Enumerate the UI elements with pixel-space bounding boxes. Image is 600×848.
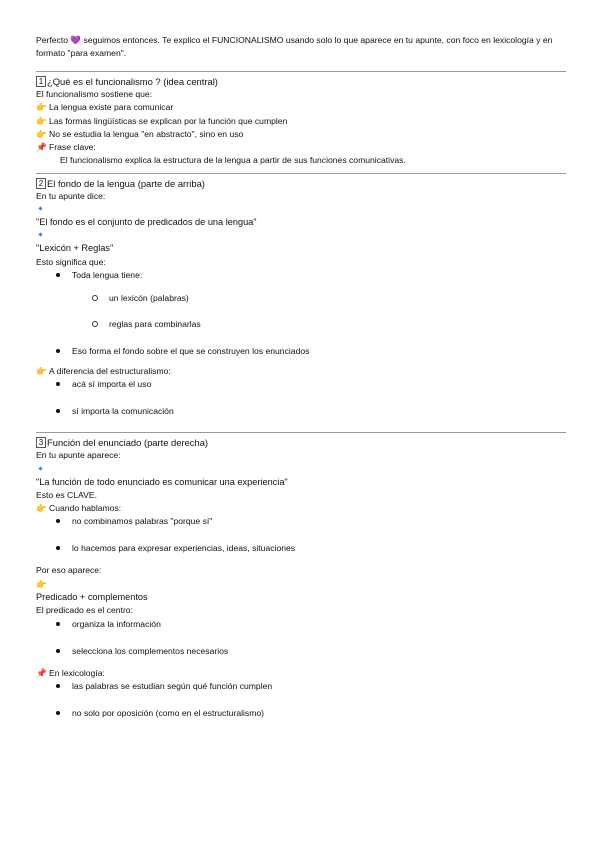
pointing-hand-icon: 👉	[36, 115, 47, 126]
list-item: Toda lengua tiene:	[36, 269, 566, 282]
point-item: 👉 Las formas lingüísticas se explican por la función que cumplen	[36, 115, 566, 128]
section-heading-3	[36, 436, 566, 449]
bullet-list	[36, 515, 566, 528]
list-item: un lexicón (palabras)	[36, 292, 566, 305]
pointing-hand-icon: 👉	[36, 102, 47, 113]
list-item: no combinamos palabras "porque sí"	[36, 515, 566, 528]
section-heading-2	[36, 177, 566, 190]
predicado-line: Predicado + complementos	[36, 592, 148, 603]
section-lead: En tu apunte dice:	[36, 190, 106, 201]
centro-label: El predicado es el centro:	[36, 605, 133, 616]
quote: "El fondo es el conjunto de predicados de una lengua"	[36, 217, 257, 228]
list-item: las palabras se estudian según qué función cumplen	[36, 680, 566, 693]
lexico-label: 📌 En lexicología:	[36, 667, 566, 680]
hand-line	[36, 578, 566, 591]
bullet-list	[36, 405, 566, 418]
bullet-list	[36, 645, 566, 658]
point-item: 👉 La lengua existe para comunicar	[36, 101, 566, 114]
list-item: acá sí importa el uso	[36, 378, 566, 391]
list-item: Eso forma el fondo sobre el que se construyen los enunciados	[36, 345, 566, 358]
section-title: Función del enunciado (parte derecha)	[47, 437, 209, 449]
clave-text: El funcionalismo explica la estructura de la lengua a partir de sus funciones comunicativas.	[60, 155, 406, 166]
blue-diamond-icon	[36, 229, 566, 242]
bullet-list	[36, 542, 566, 555]
intro-paragraph	[36, 34, 566, 60]
document-page	[36, 34, 566, 720]
list-item: sí importa la comunicación	[36, 405, 566, 418]
bullet-list	[36, 618, 566, 631]
bullet-list	[36, 378, 566, 391]
intro-text: seguimos entonces. Te explico el FUNCIONALISMO usando solo lo que aparece en tu apunte, con foco en lexicología y en formato "para examen".	[36, 35, 553, 58]
sub-list	[36, 292, 566, 305]
contrast-label: 👉 A diferencia del estructuralismo:	[36, 365, 566, 378]
section-lead: El funcionalismo sostiene que:	[36, 89, 153, 99]
por-eso-label: Por eso aparece:	[36, 565, 102, 576]
bullet-list	[36, 345, 566, 358]
list-item: organiza la información	[36, 618, 566, 631]
pointing-hand-icon: 👉	[36, 503, 47, 514]
section-title: El fondo de la lengua (parte de arriba)	[47, 177, 205, 189]
quote: "La función de todo enunciado es comunicar una experiencia"	[36, 476, 288, 487]
point-item: 👉 No se estudia la lengua "en abstracto", sino en uso	[36, 128, 566, 141]
section-title: ¿Qué es el funcionalismo ? (idea central)	[47, 76, 218, 87]
number-badge: 3	[36, 437, 46, 448]
cuando-label: 👉 Cuando hablamos:	[36, 502, 566, 515]
pointing-hand-icon: 👉	[36, 578, 47, 589]
list-item: no solo por oposición (como en el estructuralismo)	[36, 707, 566, 720]
quote: "Lexicón + Reglas"	[36, 243, 114, 254]
blue-diamond-icon	[36, 463, 566, 476]
number-badge: 2	[36, 178, 46, 189]
bullet-list	[36, 707, 566, 720]
blue-diamond-icon	[36, 203, 566, 216]
clave-line: Esto es CLAVE.	[36, 489, 97, 500]
purple-heart-icon: 💜	[70, 35, 82, 45]
pushpin-icon: 📌	[36, 142, 47, 153]
pushpin-icon: 📌	[36, 667, 47, 678]
number-badge: 1	[36, 76, 46, 87]
sub-list	[36, 318, 566, 331]
list-item: lo hacemos para expresar experiencias, ideas, situaciones	[36, 542, 566, 555]
clave-label: 📌 Frase clave:	[36, 141, 566, 154]
pointing-hand-icon: 👉	[36, 128, 47, 139]
bullet-list	[36, 680, 566, 693]
bullet-list	[36, 269, 566, 282]
meaning-label: Esto significa que:	[36, 256, 106, 267]
section-lead: En tu apunte aparece:	[36, 450, 121, 461]
pointing-hand-icon: 👉	[36, 365, 47, 376]
list-item: reglas para combinarlas	[36, 318, 566, 331]
list-item: selecciona los complementos necesarios	[36, 645, 566, 658]
section-heading-1	[36, 75, 566, 88]
intro-prefix: Perfecto	[36, 35, 69, 45]
